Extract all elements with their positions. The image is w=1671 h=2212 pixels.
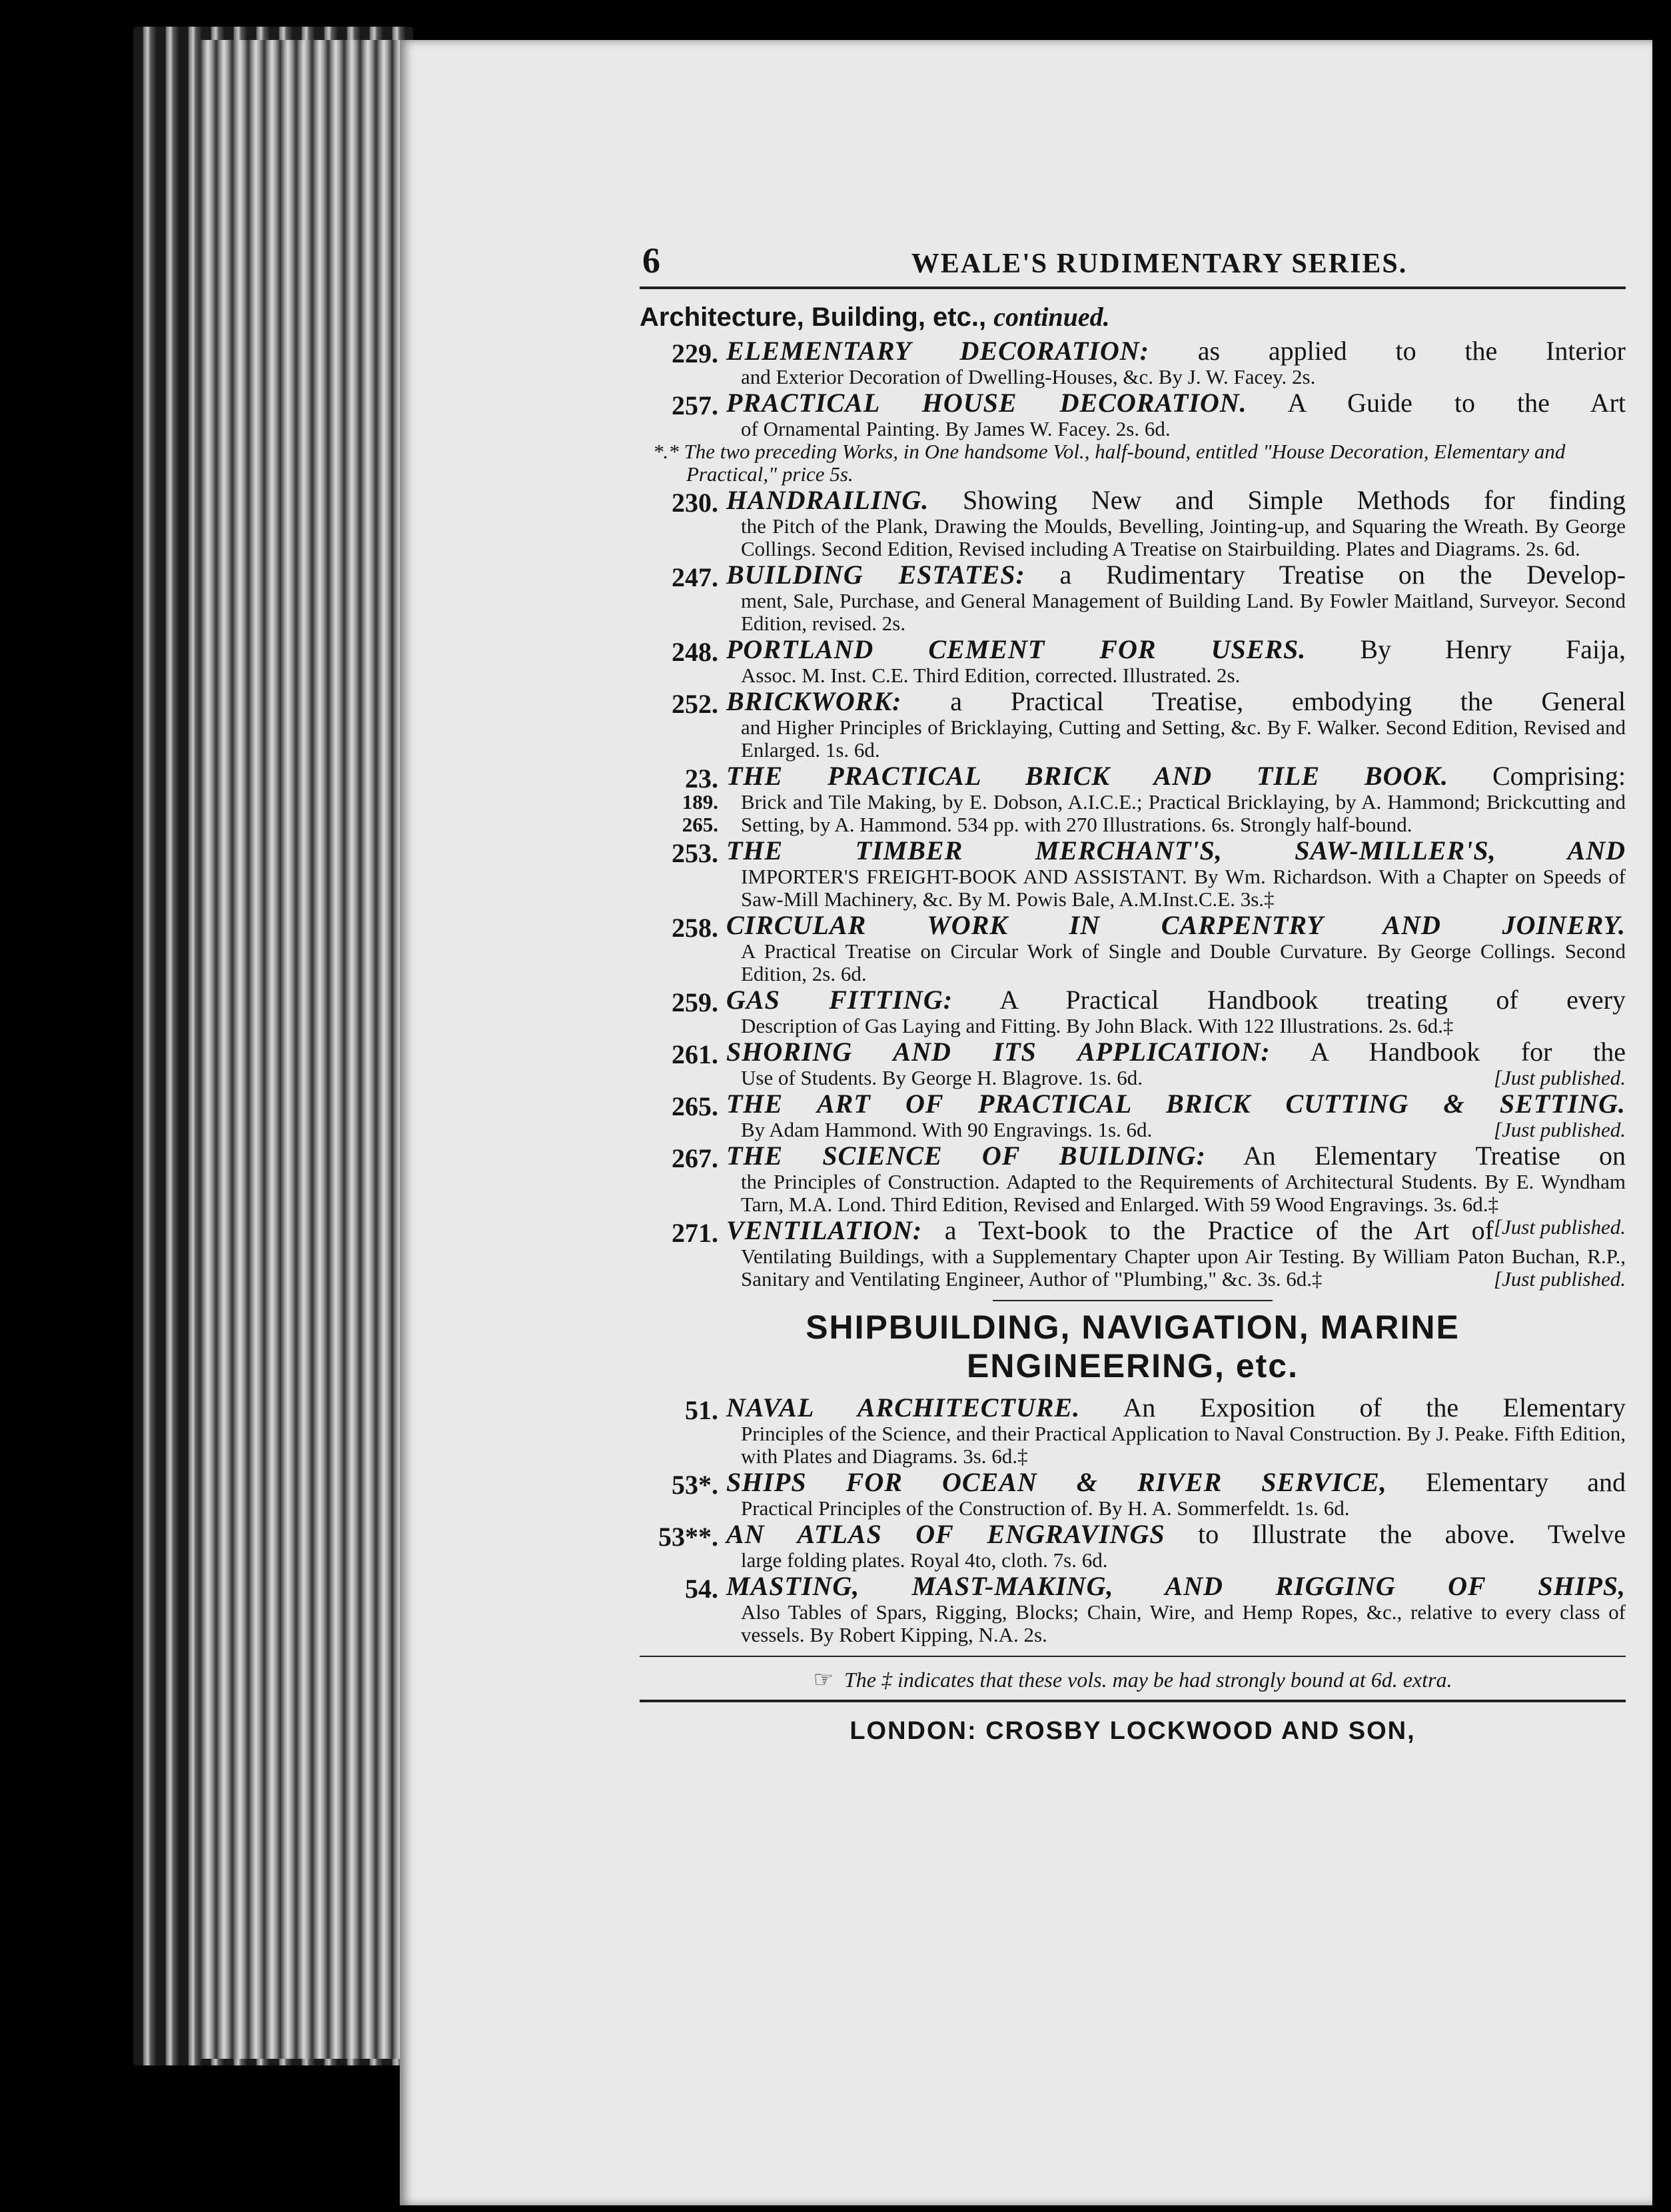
list-item: 53*. SHIPS FOR OCEAN & RIVER SERVICE, Elementary and Practical Principles of the Construction of. By H. A. Sommerfeldt. 1s. 6d. (672, 1467, 1626, 1520)
list-item: 229. ELEMENTARY DECORATION: as applied to the Interior and Exterior Decoration of Dwelling-Houses, &c. By J. W. Facey. 2s. (672, 336, 1626, 388)
page-edges-inner (200, 40, 413, 2059)
page-number: 6 (642, 241, 660, 280)
list-item: 247. BUILDING ESTATES: a Rudimentary Treatise on the Develop- ment, Sale, Purchase, and General Management of Building Land. By Fowler Maitland, Surveyor. Second Edition, revised. 2s. (672, 560, 1626, 635)
list-item: 265. THE ART OF PRACTICAL BRICK CUTTING & SETTING. By Adam Hammond. With 90 Engravings. 1s. 6d. [Just published. (672, 1089, 1626, 1141)
list-item: 53**. AN ATLAS OF ENGRAVINGS to Illustrate the above. Twelve large folding plates. Royal 4to, cloth. 7s. 6d. (658, 1519, 1626, 1572)
list-item: 258. CIRCULAR WORK IN CARPENTRY AND JOINERY. A Practical Treatise on Circular Work of Single and Double Curvature. By George Collings. Second Edition, 2s. 6d. (672, 910, 1626, 985)
pointing-hand-icon: ☞ (813, 1668, 834, 1692)
list-item: 230. HANDRAILING. Showing New and Simple Methods for finding the Pitch of the Plank, Drawing the Moulds, Bevelling, Jointing-up, and Squaring the Wreath. By George Collings. Second Edition, Revised including A Treatise on Stairbuilding. Plates and Diagrams. 2s. 6d. (672, 485, 1626, 560)
running-title: WEALE'S RUDIMENTARY SERIES. (911, 249, 1408, 279)
list-item: 253. THE TIMBER MERCHANT'S, SAW-MILLER'S, AND IMPORTER'S FREIGHT-BOOK AND ASSISTANT. By Wm. Richardson. With a Chapter on Speeds of Saw-Mill Machinery, &c. By M. Powis Bale, A.M.Inst.C.E. 3s.‡ (672, 835, 1626, 911)
list-item: 267. THE SCIENCE OF BUILDING: An Elementary Treatise on the Principles of Construction. Adapted to the Requirements of Architectural Students. By E. Wyndham Tarn, M.A. Lond. Third Edition, Revised and Enlarged. With 59 Wood Engravings. 3s. 6d.‡ [Just published. (672, 1141, 1626, 1239)
list-item: 54. MASTING, MAST-MAKING, AND RIGGING OF SHIPS, Also Tables of Spars, Rigging, Blocks; Chain, Wire, and Hemp Ropes, &c., relative to every class of vessels. By Robert Kipping, N.A. 2s. (685, 1571, 1626, 1646)
entry-list-ships (640, 1393, 1626, 1646)
list-item: 271. VENTILATION: a Text-book to the Practice of the Art of Ventilating Buildings, with a Supplementary Chapter upon Air Testing. By William Paton Buchan, R.P., Sanitary and Ventilating Engineer, Author of "Plumbing," &c. 3s. 6d.‡ [Just published. (672, 1215, 1626, 1291)
page (400, 40, 1652, 2205)
list-item: 257. PRACTICAL HOUSE DECORATION. A Guide to the Art of Ornamental Painting. By James W. Facey. 2s. 6d. (672, 388, 1626, 440)
entry-list-1 (640, 336, 1626, 1291)
footnote: ☞ The ‡ indicates that these vols. may be had strongly bound at 6d. extra. (813, 1668, 1452, 1692)
note-two-works: *.* The two preceding Works, in One handsome Vol., half-bound, entitled "House Decoration, Elementary and Practical," price 5s. (653, 440, 1566, 486)
list-item: 248. PORTLAND CEMENT FOR USERS. By Henry Faija, Assoc. M. Inst. C.E. Third Edition, corrected. Illustrated. 2s. (672, 634, 1626, 687)
footnote-rule-bottom (640, 1700, 1626, 1702)
section-heading-shipbuilding: SHIPBUILDING, NAVIGATION, MARINE ENGINEERING, etc. (806, 1309, 1460, 1384)
header-rule (640, 286, 1626, 289)
page-content (640, 240, 1626, 1746)
running-head (640, 240, 1626, 286)
list-item: 261. SHORING AND ITS APPLICATION: A Handbook for the Use of Students. By George H. Blagrove. 1s. 6d. [Just published. (672, 1037, 1626, 1089)
section-divider (993, 1300, 1273, 1301)
footnote-rule-top (640, 1656, 1626, 1657)
list-item: 51. NAVAL ARCHITECTURE. An Exposition of the Elementary Principles of the Science, and their Practical Application to Naval Construction. By J. Peake. Fifth Edition, with Plates and Diagrams. 3s. 6d.‡ (685, 1392, 1626, 1468)
section-continued: Architecture, Building, etc., continued. (640, 302, 1110, 332)
publisher-imprint: LONDON: CROSBY LOCKWOOD AND SON, (849, 1717, 1416, 1745)
list-item: 252. BRICKWORK: a Practical Treatise, embodying the General and Higher Principles of Bricklaying, Cutting and Setting, &c. By F. Walker. Second Edition, Revised and Enlarged. 1s. 6d. (672, 686, 1626, 762)
list-item-brick-tile: 23. THE PRACTICAL BRICK AND TILE BOOK. Comprising: 189. 265. Brick and Tile Making, by E. Dobson, A.I.C.E.; Practical Bricklaying, by A. Hammond; Brickcutting and Setting, by A. Hammond. 534 pp. with 270 Illustrations. 6s. Strongly half-bound. (682, 761, 1626, 836)
list-item: 259. GAS FITTING: A Practical Handbook treating of every Description of Gas Laying and Fitting. By John Black. With 122 Illustrations. 2s. 6d.‡ (672, 985, 1626, 1037)
